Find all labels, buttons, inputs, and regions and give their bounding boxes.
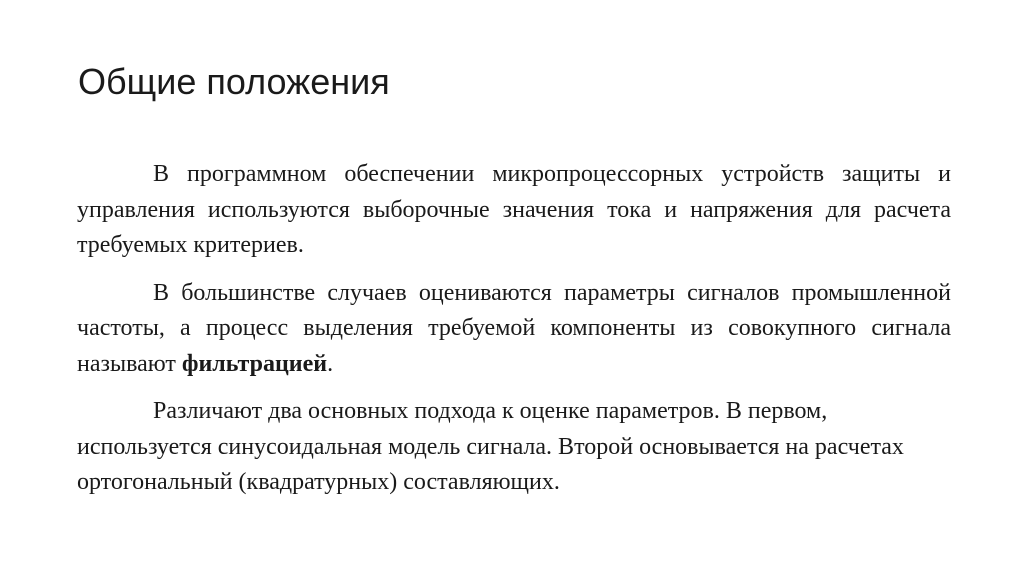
paragraph-2 <box>77 276 951 383</box>
paragraph-3: Различают два основных подхода к оценке параметров. В первом, используется синусоидальная модель сигнала. Второй основывается на расчетах ортогональный (квадратурных) составляющих. <box>77 398 904 495</box>
slide-body <box>77 157 951 513</box>
paragraph-1: В программном обеспечении микропроцессорных устройств защиты и управления используются выборочные значения тока и напряжения для расчета требуемых критериев. <box>77 161 951 258</box>
slide-title: Общие положения <box>78 61 390 102</box>
paragraph-2-bold-term: фильтрацией <box>181 350 328 377</box>
paragraph-2-end: . <box>327 350 334 377</box>
paragraph-2-text: В большинстве случаев оцениваются параметры сигналов промышленной частоты, а процесс выделения требуемой компоненты из совокупного сигнала называют <box>77 279 951 377</box>
